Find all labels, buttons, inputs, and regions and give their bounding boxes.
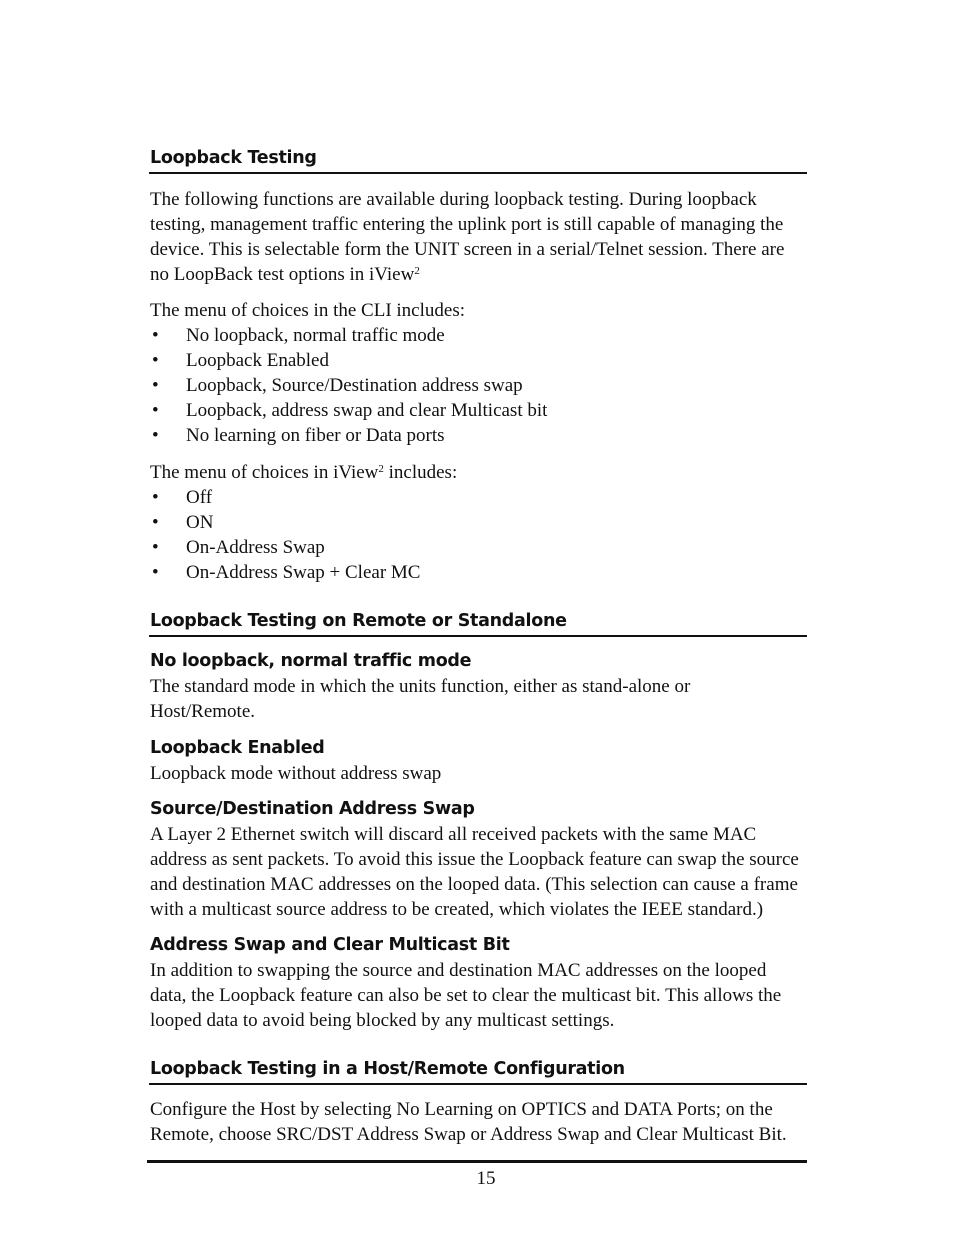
text-line: Loopback mode without address swap [150,763,442,784]
section-title-loopback-testing: Loopback Testing [150,148,317,168]
page-number: 15 [476,1168,496,1189]
subsection-paragraph [150,958,810,1033]
list-item-text: No loopback, normal traffic mode [186,325,445,346]
text-line: The following functions are available during loopback testing. During loopback [150,189,757,210]
iview-menu-heading [150,460,810,485]
bullet: • [152,400,159,421]
text-line: Host/Remote. [150,701,256,722]
superscript: 2 [378,463,384,475]
bullet: • [152,350,159,371]
superscript: 2 [414,265,420,277]
list-item [150,373,547,398]
text-line: Configure the Host by selecting No Learning on OPTICS and DATA Ports; on the [150,1099,773,1120]
list-item-text: Off [186,487,213,508]
cli-menu-list [150,323,547,448]
cli-menu-heading [150,298,810,323]
text-line: A Layer 2 Ethernet switch will discard all received packets with the same MAC [150,824,757,845]
footer-rule [147,1160,807,1163]
text-line: device. This is selectable form the UNIT screen in a serial/Telnet session. There are [150,239,785,260]
list-item-text: On-Address Swap + Clear MC [186,562,421,583]
list-item [150,510,420,535]
iview-menu-list [150,485,420,585]
text-line: data, the Loopback feature can also be set to clear the multicast bit. This allows the [150,985,782,1006]
text-line [150,262,810,287]
list-item [150,535,420,560]
text-fragment: The menu of choices in iView [150,462,379,483]
bullet: • [152,512,159,533]
text-fragment: includes: [383,462,458,483]
subsection-title: Address Swap and Clear Multicast Bit [150,935,510,955]
list-item-text: Loopback, address swap and clear Multicast bit [186,400,548,421]
list-item [150,485,420,510]
list-item-text: ON [186,512,214,533]
text-line: and destination MAC addresses on the looped data. (This selection can cause a frame [150,874,798,895]
text-line: with a multicast source address to be created, which violates the IEEE standard.) [150,899,764,920]
text-line: testing, management traffic entering the uplink port is still capable of managing the [150,214,784,235]
text-fragment: no LoopBack test options in iView [150,264,415,285]
bullet: • [152,562,159,583]
text-line: The standard mode in which the units function, either as stand-alone or [150,676,691,697]
section-rule [149,172,807,174]
list-item-text: Loopback, Source/Destination address swap [186,375,523,396]
list-item [150,323,547,348]
subsection-paragraph [150,674,810,724]
list-item-text: Loopback Enabled [186,350,329,371]
text-line: The menu of choices in the CLI includes: [150,300,465,321]
host-remote-paragraph [150,1097,810,1147]
text-line: address as sent packets. To avoid this issue the Loopback feature can swap the source [150,849,799,870]
text-line: In addition to swapping the source and destination MAC addresses on the looped [150,960,767,981]
section-rule [149,1083,807,1085]
section-title-host-remote: Loopback Testing in a Host/Remote Configuration [150,1059,625,1079]
subsection-title: Source/Destination Address Swap [150,799,475,819]
list-item-text: No learning on fiber or Data ports [186,425,445,446]
list-item [150,348,547,373]
subsection-paragraph [150,761,810,786]
bullet: • [152,487,159,508]
subsection-paragraph [150,822,810,922]
bullet: • [152,325,159,346]
section-rule [149,635,807,637]
loopback-intro-paragraph [150,187,810,287]
bullet: • [152,425,159,446]
list-item-text: On-Address Swap [186,537,325,558]
text-line [150,460,810,485]
text-line: looped data to avoid being blocked by any multicast settings. [150,1010,615,1031]
subsection-title: No loopback, normal traffic mode [150,651,472,671]
subsection-title: Loopback Enabled [150,738,325,758]
list-item [150,398,547,423]
list-item [150,560,420,585]
bullet: • [152,375,159,396]
bullet: • [152,537,159,558]
text-line: Remote, choose SRC/DST Address Swap or Address Swap and Clear Multicast Bit. [150,1124,787,1145]
section-title-remote-standalone: Loopback Testing on Remote or Standalone [150,611,567,631]
list-item [150,423,547,448]
